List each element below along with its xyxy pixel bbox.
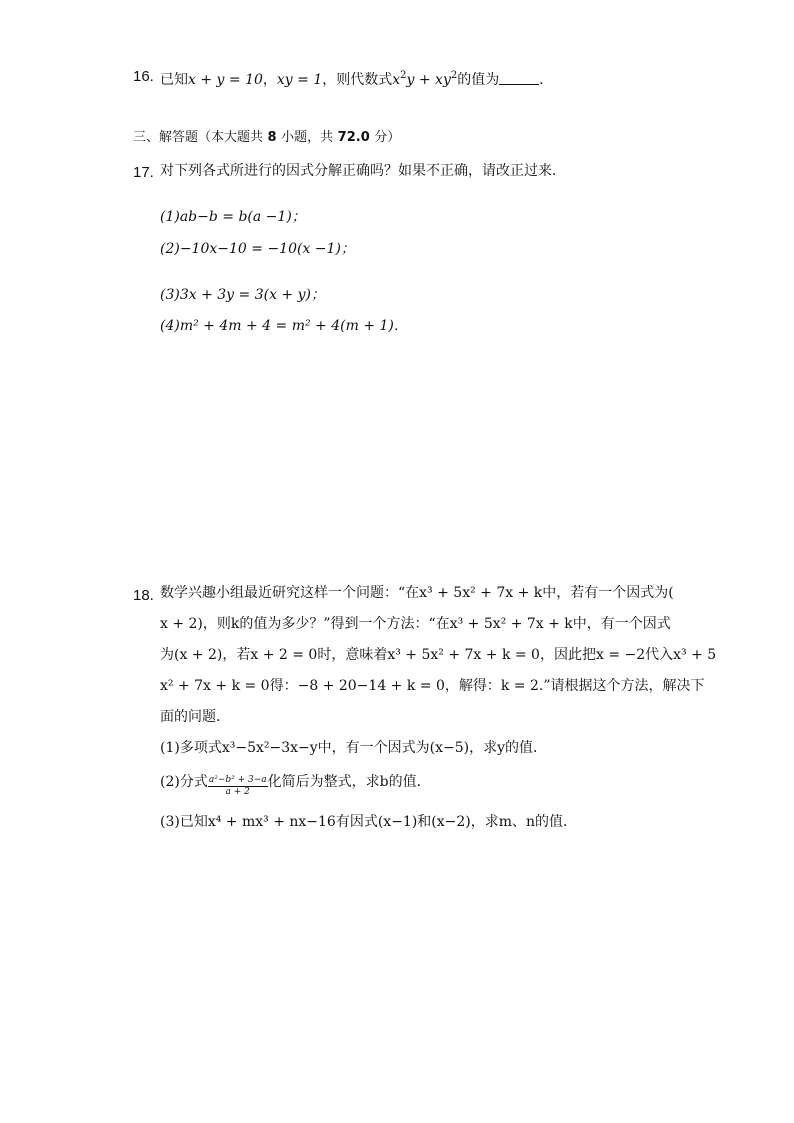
- question-number: 18.: [133, 587, 154, 604]
- fraction: $\frac{\text{a²−b² + 3−a}}{a + 2}$: [208, 775, 267, 797]
- question-18-line-1: 数学兴趣小组最近研究这样一个问题：“在x³ + 5x² + 7x + k中，若有一个因式为(: [160, 585, 674, 601]
- question-18-line-3: 为(x + 2)，若x + 2 = 0时，意味着x³ + 5x² + 7x + k = 0，因此把x = −2代入x³ + 5: [160, 647, 717, 663]
- question-17-item-3: (3)3x + 3y = 3(x + y)；: [160, 287, 325, 303]
- question-16-text: 已知x + y = 10，xy = 1，则代数式$x^2y + xy^2$的值为 ．: [160, 70, 554, 88]
- question-18-sub-3: (3)已知x⁴ + mx³ + nx−16有因式(x−1)和(x−2)，求m、n的值．: [160, 814, 578, 830]
- question-18-line-2: x + 2)，则k的值为多少？”得到一个方法：“在x³ + 5x² + 7x + k中，有一个因式: [160, 616, 671, 632]
- question-number: 17.: [133, 164, 154, 181]
- question-number: 16.: [133, 68, 154, 85]
- section-heading: 三、解答题（本大题共 8 小题，共 72.0 分）: [133, 130, 401, 145]
- answer-blank[interactable]: [499, 71, 539, 85]
- question-17-item-1: (1)ab−b = b(a −1)；: [160, 209, 306, 225]
- question-18-line-4: x² + 7x + k = 0得：−8 + 20−14 + k = 0，解得：k = 2.”请根据这个方法，解决下: [160, 678, 705, 694]
- question-17-item-4: (4)m² + 4m + 4 = m² + 4(m + 1)．: [160, 318, 408, 334]
- question-18-line-5: 面的问题．: [160, 709, 230, 725]
- question-18-sub-1: (1)多项式x³−5x²−3x−y中，有一个因式为(x−5)，求y的值．: [160, 740, 548, 756]
- question-17-stem: 对下列各式所进行的因式分解正确吗？如果不正确，请改正过来．: [160, 163, 566, 179]
- question-18-sub-2: (2)分式 $\frac{\text{a²−b² + 3−a}}{a + 2}$ 化简后为整式，求b的值．: [160, 774, 431, 797]
- question-17-item-2: (2)−10x−10 = −10(x −1)；: [160, 241, 355, 257]
